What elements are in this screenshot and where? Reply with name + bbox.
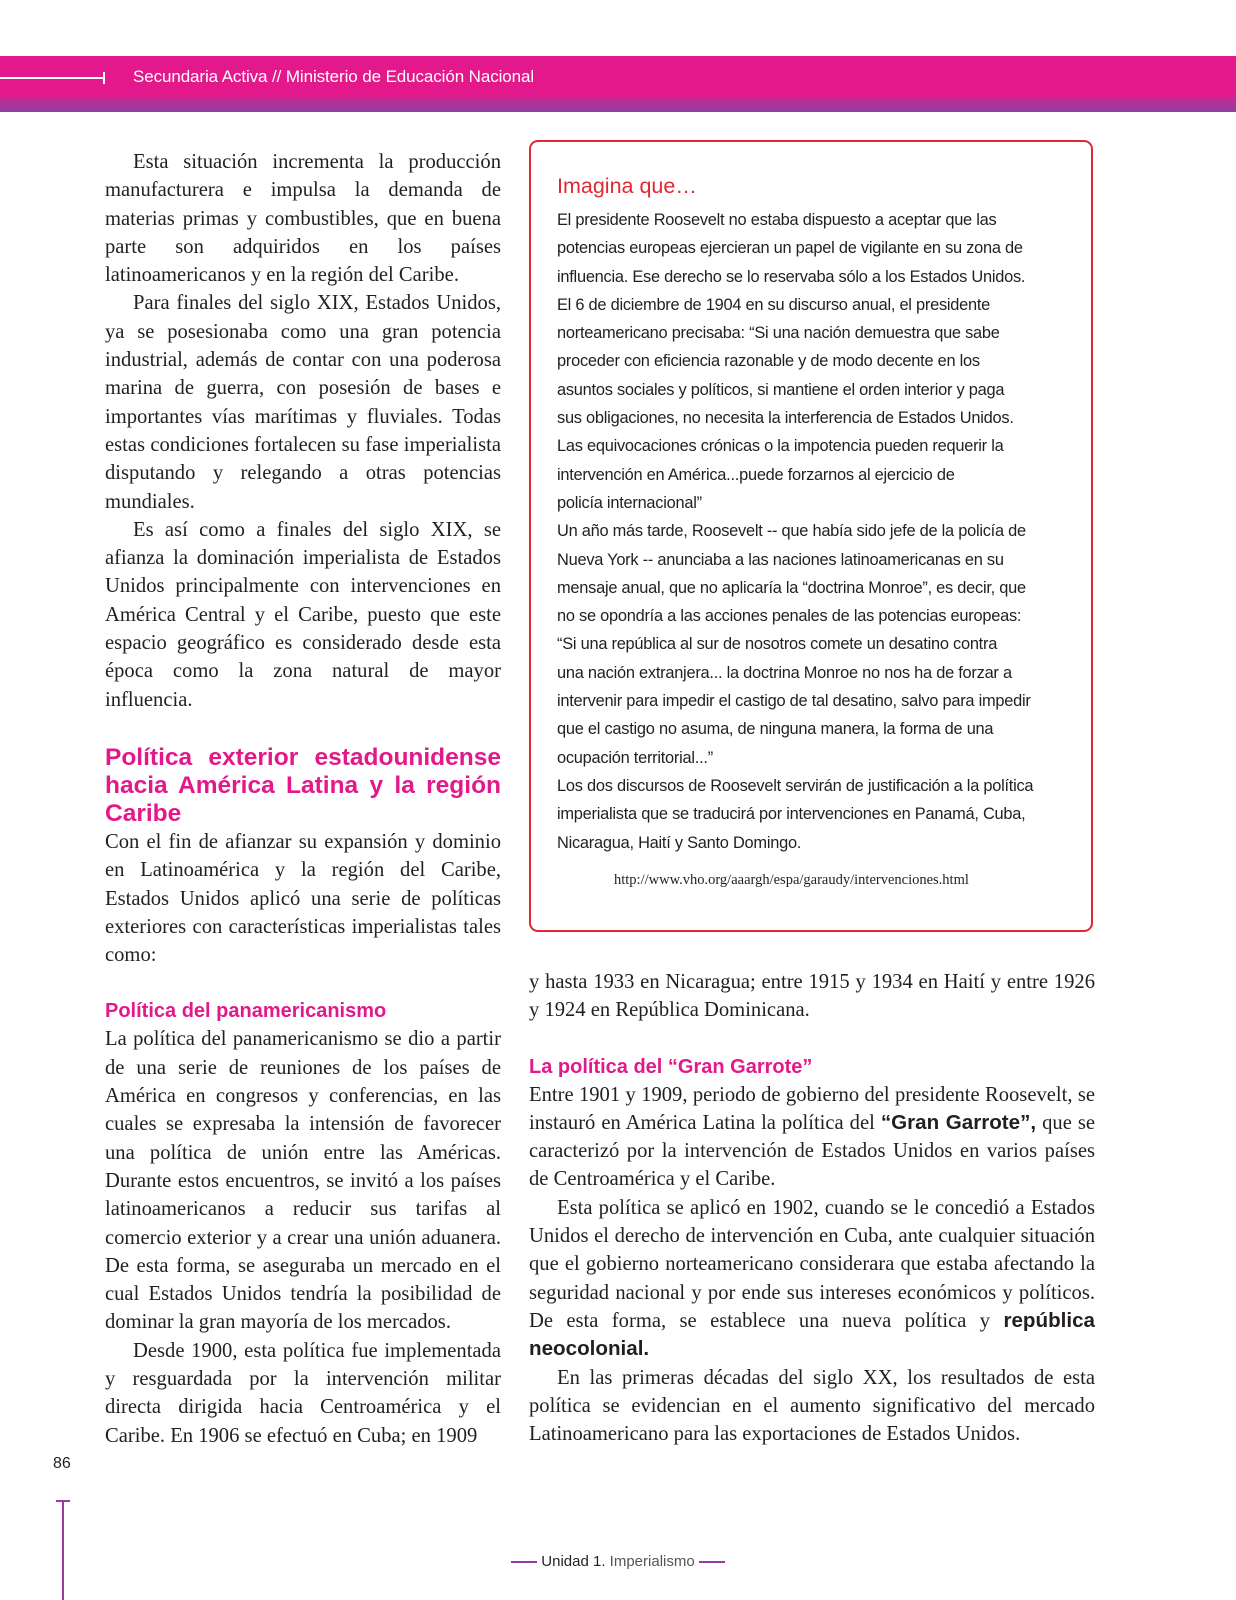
- page-number: 86: [53, 1455, 71, 1472]
- box-line: intervención en América...puede forzarnos al ejercicio de: [557, 465, 955, 484]
- box-line: Nueva York -- anunciaba a las naciones latinoamericanas en su: [557, 550, 1004, 569]
- box-line: El presidente Roosevelt no estaba dispuesto a aceptar que las: [557, 211, 997, 229]
- paragraph: Es así como a finales del siglo XIX, se afianza la dominación imperialista de Estados Unidos principalmente con intervenciones en América Central y el Caribe, puesto que este espacio geográfico es considerado desde esta época como la zona natural de mayor influencia.: [105, 518, 501, 711]
- bold-term: república neocolonial.: [529, 1308, 1095, 1361]
- box-line: Nicaragua, Haití y Santo Domingo.: [557, 833, 802, 852]
- paragraph: Para finales del siglo XIX, Estados Unidos, ya se posesionaba como una gran potencia industrial, además de contar con una poderosa marina de guerra, con posesión de bases e importantes vías marítimas y fluviales. Todas estas condiciones fortalecen su fase imperialista disputando y relegando a otras potencias mundiales.: [105, 292, 501, 513]
- box-line: ocupación territorial...”: [557, 748, 713, 767]
- footer-bar-left: [511, 1561, 537, 1563]
- margin-rule: [62, 1500, 64, 1600]
- box-line: no se opondría a las acciones penales de las potencias europeas:: [557, 607, 1022, 626]
- section-heading: Política exterior estadounidense hacia América Latina y la región Caribe: [105, 743, 501, 827]
- box-line: imperialista que se traducirá por intervenciones en Panamá, Cuba,: [557, 805, 1026, 824]
- paragraph: y hasta 1933 en Nicaragua; entre 1915 y 1934 en Haití y entre 1926 y 1924 en República Dominicana.: [529, 971, 1095, 1022]
- box-line: mensaje anual, que no aplicaría la “doctrina Monroe”, es decir, que: [557, 578, 1026, 597]
- box-line: intervenir para impedir el castigo de tal desatino, salvo para impedir: [557, 692, 1031, 711]
- box-title: Imagina que…: [557, 174, 697, 198]
- bold-term: “Gran Garrote”,: [880, 1110, 1037, 1134]
- paragraph: En las primeras décadas del siglo XX, los resultados de esta política se evidencian en el aumento significativo del mercado Latinoamericano para las exportaciones de Estados Unidos.: [529, 1366, 1095, 1446]
- box-line: proceder con eficiencia razonable y de modo decente en los: [557, 352, 980, 371]
- footer-bar-right: [699, 1561, 725, 1563]
- header-title: Secundaria Activa // Ministerio de Educación Nacional: [133, 67, 535, 86]
- box-line: policía internacional”: [557, 493, 702, 512]
- box-line: Los dos discursos de Roosevelt servirán de justificación a la política: [557, 776, 1034, 795]
- left-column: [105, 148, 501, 1450]
- footer: [0, 1553, 1236, 1570]
- box-line: sus obligaciones, no necesita la interferencia de Estados Unidos.: [557, 409, 1014, 428]
- box-line: potencias europeas ejercieran un papel de vigilante en su zona de: [557, 239, 1023, 258]
- box-line: Las equivocaciones crónicas o la impotencia pueden requerir la: [557, 437, 1004, 456]
- box-source-url: http://www.vho.org/aaargh/espa/garaudy/intervenciones.html: [614, 872, 969, 888]
- paragraph: Entre 1901 y 1909, periodo de gobierno del presidente Roosevelt, se instauró en América Latina la política del “Gran Garrote”, que se caracterizó por la intervención de Estados Unidos en varios países de Centroamérica y el Caribe.: [529, 1083, 1095, 1191]
- box-line: Un año más tarde, Roosevelt -- que había sido jefe de la policía de: [557, 522, 1026, 541]
- box-line: El 6 de diciembre de 1904 en su discurso anual, el presidente: [557, 295, 991, 314]
- paragraph: Con el fin de afianzar su expansión y dominio en Latinoamérica y la región del Caribe, Estados Unidos aplicó una serie de políticas exteriores con características imperialistas tales como:: [105, 830, 501, 967]
- header-rule: [0, 77, 104, 79]
- right-column: [529, 968, 1095, 1448]
- paragraph: Esta política se aplicó en 1902, cuando se le concedió a Estados Unidos el derecho de intervención en Cuba, ante cualquier situación que el gobierno norteamericano considerara que estaba afectando la seguridad nacional y por ende sus intereses económicos y políticos. De esta forma, se establece una nueva política y república neocolonial.: [529, 1196, 1095, 1361]
- subsection-heading: Política del panamericanismo: [105, 1000, 387, 1023]
- header-gradient-strip: [0, 98, 1236, 112]
- box-line: norteamericano precisaba: “Si una nación demuestra que sabe: [557, 324, 1000, 343]
- box-line: influencia. Ese derecho se lo reservaba sólo a los Estados Unidos.: [557, 267, 1026, 286]
- subsection-heading: La política del “Gran Garrote”: [529, 1055, 813, 1078]
- footer-topic: Imperialismo: [609, 1553, 695, 1570]
- header-rule-tick: [103, 72, 105, 84]
- margin-rule-tick: [56, 1500, 70, 1502]
- box-line: que el castigo no asuma, de ninguna manera, la forma de una: [557, 720, 994, 739]
- box-body: [557, 206, 1077, 857]
- box-line: una nación extranjera... la doctrina Monroe no nos ha de forzar a: [557, 663, 1012, 682]
- box-line: asuntos sociales y políticos, si mantiene el orden interior y paga: [557, 380, 1005, 399]
- paragraph: La política del panamericanismo se dio a partir de una serie de reuniones de los países de América en congresos y conferencias, en las cuales se expresaba la intensión de favorecer una política de unión entre las Américas. Durante estos encuentros, se invitó a los países latinoamericanos a reducir sus tarifas al comercio exterior y a crear una unión aduanera. De esta forma, se aseguraba un mercado en el cual Estados Unidos tendría la posibilidad de dominar la gran mayoría de los mercados.: [105, 1028, 501, 1334]
- footer-unit: Unidad 1.: [541, 1553, 606, 1570]
- box-line: “Si una república al sur de nosotros comete un desatino contra: [557, 635, 998, 654]
- paragraph: Desde 1900, esta política fue implementada y resguardada por la intervención militar directa dirigida hacia Centroamérica y el Caribe. En 1906 se efectuó en Cuba; en 1909: [105, 1339, 501, 1447]
- paragraph: Esta situación incrementa la producción manufacturera e impulsa la demanda de materias primas y combustibles, que en buena parte son adquiridos en los países latinoamericanos y en la región del Caribe.: [105, 151, 501, 287]
